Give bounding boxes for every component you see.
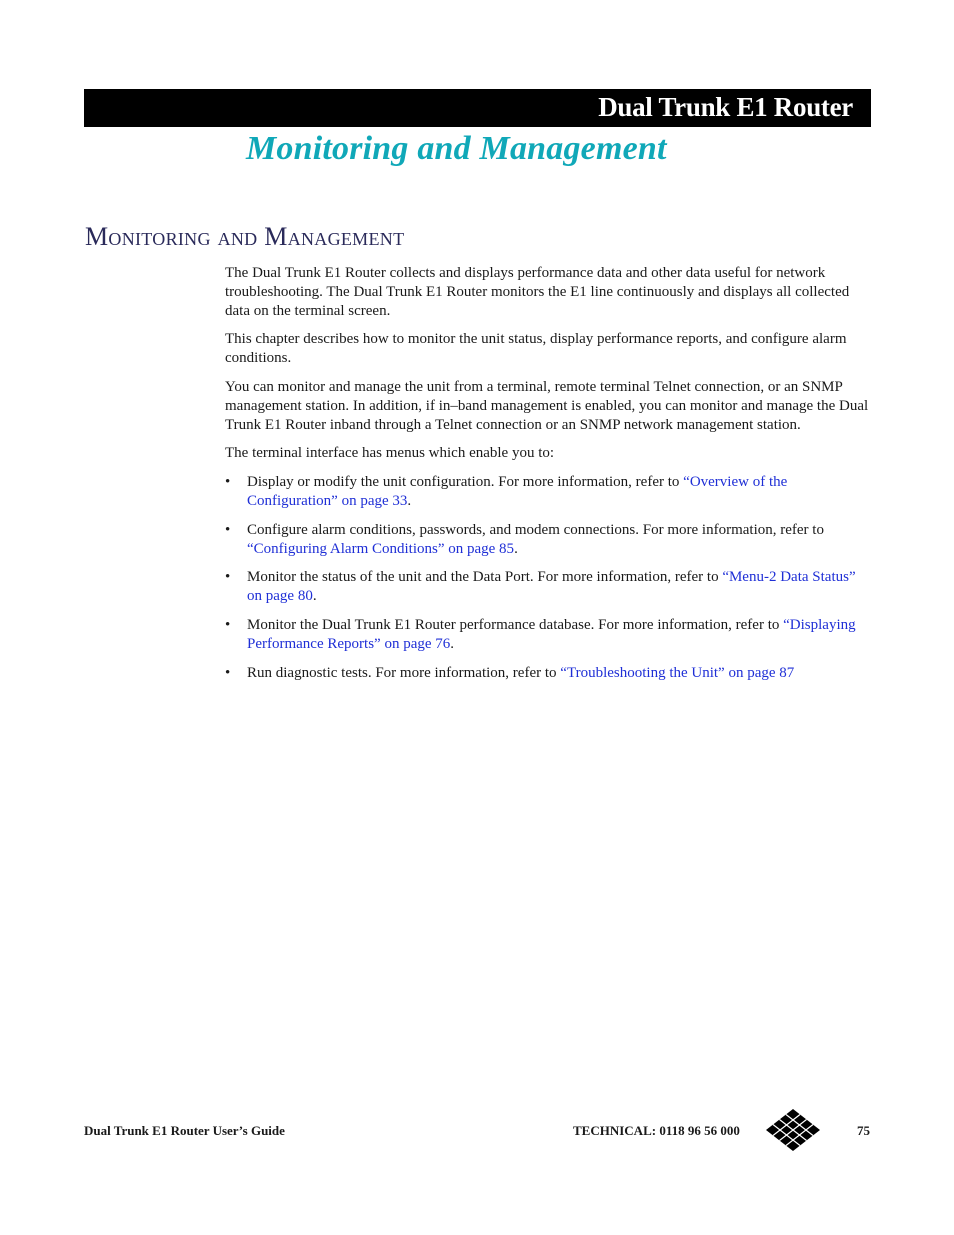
bullet-icon: • xyxy=(225,616,231,633)
menu-capabilities-list xyxy=(225,473,870,682)
header-title: Dual Trunk E1 Router xyxy=(598,92,853,122)
cross-reference-link[interactable]: “Troubleshooting the Unit” on page 87 xyxy=(560,664,795,681)
footer-technical-phone: TECHNICAL: 0118 96 56 000 xyxy=(573,1123,740,1138)
bullet-icon: • xyxy=(225,569,231,586)
bullet-icon: • xyxy=(225,474,231,491)
list-item xyxy=(225,473,870,511)
paragraph: The terminal interface has menus which enable you to: xyxy=(225,445,555,462)
list-item-text: Monitor the status of the unit and the Data Port. For more information, refer to xyxy=(247,569,723,586)
body-content xyxy=(225,264,870,692)
list-item xyxy=(225,616,870,654)
list-item-text: Configure alarm conditions, passwords, and modem connections. For more information, refer to xyxy=(247,521,824,538)
cross-reference-link[interactable]: “Displaying Performance Reports” on page 76 xyxy=(247,616,856,652)
bullet-icon: • xyxy=(225,664,231,681)
paragraph: The Dual Trunk E1 Router collects and displays performance data and other data useful for network troubleshooting. The Dual Trunk E1 Router monitors the E1 line continuously and displays all collected data on the terminal screen. xyxy=(225,265,850,319)
list-item-punctuation: . xyxy=(407,492,412,509)
bullet-icon: • xyxy=(225,521,231,538)
list-item-text: Display or modify the unit configuration. For more information, refer to xyxy=(247,474,684,491)
chapter-title: Monitoring and Management xyxy=(246,130,667,167)
footer-guide-title: Dual Trunk E1 Router User’s Guide xyxy=(84,1123,285,1138)
header-bar xyxy=(84,89,871,127)
list-item-punctuation: . xyxy=(514,540,518,557)
cross-reference-link[interactable]: “Menu-2 Data Status” on page 80 xyxy=(247,569,856,605)
section-title: Monitoring and Management xyxy=(85,222,405,251)
list-item xyxy=(225,664,870,683)
page-number: 75 xyxy=(857,1123,870,1138)
list-item xyxy=(225,521,870,559)
paragraph: You can monitor and manage the unit from a terminal, remote terminal Telnet connection, or an SNMP management station. In addition, if in–band management is enabled, you can monitor and manage the Dual Trunk E1 Router inband through a Telnet connection or an SNMP network management station. xyxy=(225,378,869,433)
list-item-punctuation: . xyxy=(450,635,455,652)
cross-reference-link[interactable]: “Overview of the Configuration” on page 33 xyxy=(247,474,788,509)
paragraph: This chapter describes how to monitor the unit status, display performance reports, and configure alarm conditions. xyxy=(225,331,847,367)
cross-reference-link[interactable]: “Configuring Alarm Conditions” on page 85 xyxy=(247,540,515,557)
list-item xyxy=(225,568,870,606)
list-item-text: Run diagnostic tests. For more information, refer to xyxy=(247,664,561,681)
list-item-punctuation: . xyxy=(312,588,317,605)
list-item-text: Monitor the Dual Trunk E1 Router performance database. For more information, refer to xyxy=(247,616,784,633)
black-box-logo-icon xyxy=(765,1108,821,1152)
